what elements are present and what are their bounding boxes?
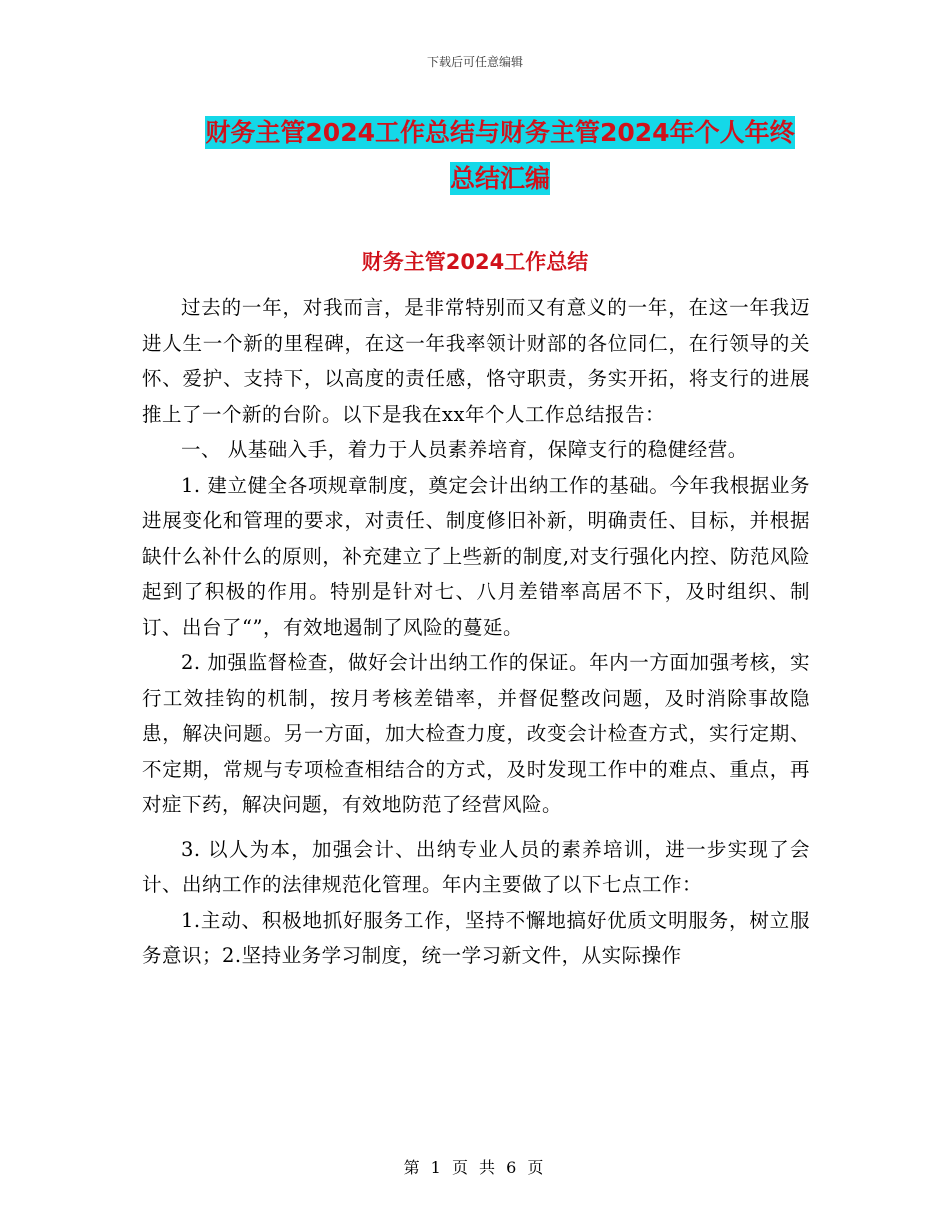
paragraph: 1.主动、积极地抓好服务工作，坚持不懈地搞好优质文明服务，树立服务意识；2.坚持业务学习制度，统一学习新文件，从实际操作 [142, 908, 810, 967]
section-title: 财务主管2024工作总结 [361, 250, 589, 274]
title-line-2: 总结汇编 [449, 164, 550, 193]
title-line-1: 财务主管2024工作总结与财务主管2024年个人年终 [205, 118, 795, 147]
document-body [142, 290, 810, 974]
paragraph: 3. 以人为本，加强会计、出纳专业人员的素养培训，进一步实现了会计、出纳工作的法律规范化管理。年内主要做了以下七点工作： [142, 837, 810, 896]
paragraph: 2. 加强监督检查，做好会计出纳工作的保证。年内一方面加强考核，实行工效挂钩的机制，按月考核差错率，并督促整改问题，及时消除事故隐患，解决问题。另一方面，加大检查力度，改变会计检查方式，实行定期、不定期，常规与专项检查相结合的方式，及时发现工作中的难点、重点，再对症下药，解决问题，有效地防范了经营风险。 [142, 651, 810, 816]
paragraph: 过去的一年，对我而言，是非常特别而又有意义的一年，在这一年我迈进人生一个新的里程碑，在这一年我率领计财部的各位同仁，在行领导的关怀、爱护、支持下，以高度的责任感，恪守职责，务实开拓，将支行的进展推上了一个新的台阶。以下是我在xx年个人工作总结报告： [142, 296, 810, 426]
page-footer: 第 1 页 共 6 页 [403, 1158, 547, 1177]
paragraph: 1. 建立健全各项规章制度，奠定会计出纳工作的基础。今年我根据业务进展变化和管理的要求，对责任、制度修旧补新，明确责任、目标，并根据缺什么补什么的原则，补充建立了上些新的制度,对支行强化内控、防范风险起到了积极的作用。特别是针对七、八月差错率高居不下，及时组织、制订、出台了“”，有效地遏制了风险的蔓延。 [142, 473, 810, 639]
document-title [190, 110, 810, 202]
header-note: 下载后可任意编辑 [426, 55, 523, 69]
paragraph: 一、 从基础入手，着力于人员素养培育，保障支行的稳健经营。 [181, 438, 748, 461]
